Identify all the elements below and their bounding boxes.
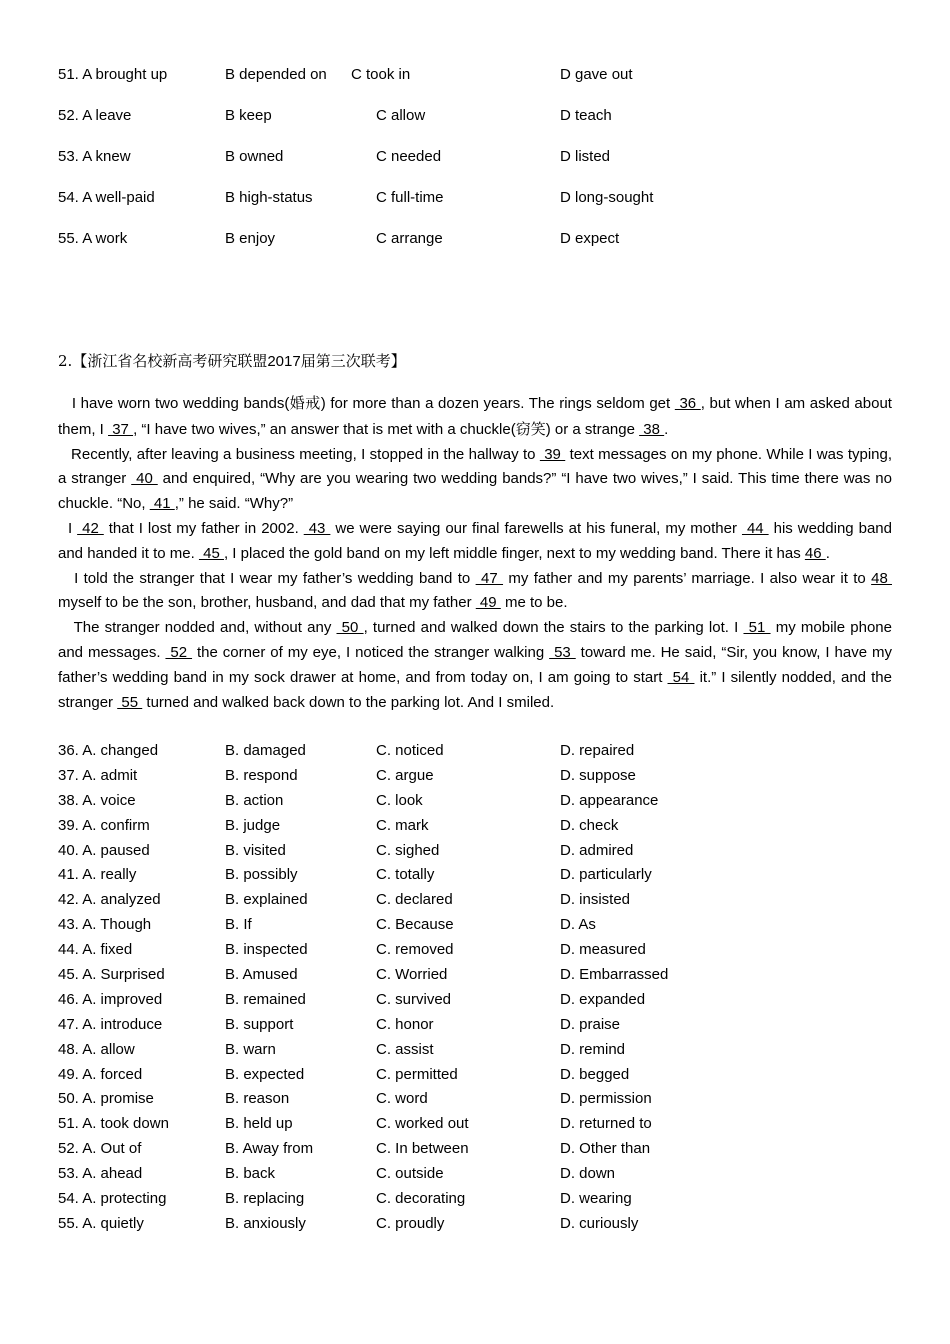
option-a: 49. A. forced — [58, 1065, 143, 1083]
option-d: D. Embarrassed — [560, 966, 669, 984]
option-a: 41. A. really — [58, 866, 137, 884]
blank-41: 41 — [149, 495, 175, 513]
option-a: 51. A. took down — [58, 1115, 169, 1133]
option-d: D. appearance — [560, 791, 659, 809]
blank-51: 51 — [743, 619, 771, 637]
option-d: D. begged — [560, 1065, 630, 1083]
option-a: 48. A. allow — [58, 1040, 135, 1058]
option-c: C. permitted — [376, 1065, 458, 1083]
option-c: C. Because — [376, 916, 454, 934]
option-a: 55. A work — [58, 230, 128, 247]
paragraph-2: Recently, after leaving a business meeting, I stopped in the hallway to 39 text messages on my phone. While I was typing, a stranger 40 and enquired, “Why are you wearing two wedding bands?” “I have two wives,” I said. This time there was no chuckle. “No, 41 ,” he said. “Why?” — [58, 445, 893, 513]
option-c: C. worked out — [376, 1115, 469, 1133]
option-b: B. expected — [225, 1065, 305, 1083]
option-b: B. inspected — [225, 941, 308, 959]
option-b: B owned — [225, 148, 284, 165]
option-b: B. back — [225, 1165, 276, 1183]
option-b: B. visited — [225, 841, 286, 859]
option-a: 44. A. fixed — [58, 941, 133, 959]
option-c: C. assist — [376, 1040, 434, 1058]
option-c: C. survived — [376, 990, 452, 1008]
option-c: C. word — [376, 1090, 428, 1108]
option-d: D long-sought — [560, 189, 654, 206]
option-a: 40. A. paused — [58, 841, 150, 859]
option-d: D listed — [560, 148, 611, 165]
blank-36: 36 — [674, 395, 701, 412]
blank-53: 53 — [549, 643, 576, 661]
option-b: B. damaged — [225, 742, 306, 759]
option-b: B. held up — [225, 1115, 293, 1133]
option-a: 53. A knew — [58, 148, 131, 165]
option-a: 42. A. analyzed — [58, 891, 161, 909]
option-a: 38. A. voice — [58, 791, 136, 809]
option-d: D. curiously — [560, 1214, 639, 1232]
option-c: C allow — [376, 107, 426, 124]
option-c: C full-time — [376, 189, 444, 206]
option-b: B. reason — [225, 1090, 290, 1108]
blank-48: 48 — [871, 569, 892, 587]
option-c: C. In between — [376, 1140, 469, 1158]
option-c: C. removed — [376, 941, 454, 959]
option-d: D. expanded — [560, 990, 646, 1008]
option-b: B. If — [225, 916, 252, 934]
option-a: 36. A. changed — [58, 742, 159, 759]
option-c: C. noticed — [376, 742, 444, 759]
option-b: B. remained — [225, 990, 306, 1008]
option-a: 37. A. admit — [58, 766, 138, 784]
option-b: B depended on — [225, 66, 327, 83]
blank-39: 39 — [539, 445, 566, 463]
option-a: 47. A. introduce — [58, 1015, 163, 1033]
option-b: B. possibly — [225, 866, 298, 884]
option-c: C. argue — [376, 766, 434, 784]
option-d: D. repaired — [560, 742, 635, 759]
option-c: C. honor — [376, 1015, 434, 1033]
option-c: C. outside — [376, 1165, 444, 1183]
option-b: B. Amused — [225, 966, 298, 984]
option-d: D. admired — [560, 841, 634, 859]
option-b: B. support — [225, 1015, 294, 1033]
option-d: D. suppose — [560, 766, 636, 784]
option-b: B high-status — [225, 189, 313, 206]
option-b: B. action — [225, 791, 284, 809]
option-c: C took in — [351, 66, 411, 83]
blank-43: 43 — [303, 519, 331, 537]
paragraph-4: I told the stranger that I wear my father’s wedding band to 47 my father and my parents’ marriage. I also wear it to 48 myself to be the son, brother, husband, and dad that my father 49 me to be. — [58, 569, 892, 612]
option-c: C. decorating — [376, 1190, 466, 1208]
option-b: B. warn — [225, 1040, 276, 1058]
option-d: D. Other than — [560, 1140, 651, 1158]
blank-38: 38 — [639, 420, 665, 438]
blank-40: 40 — [131, 470, 158, 488]
option-a: 43. A. Though — [58, 916, 152, 934]
blank-50: 50 — [336, 619, 364, 637]
option-b: B enjoy — [225, 230, 276, 247]
option-a: 53. A. ahead — [58, 1165, 143, 1183]
option-c: C arrange — [376, 230, 443, 247]
option-d: D teach — [560, 107, 612, 124]
option-b: B. anxiously — [225, 1214, 306, 1232]
option-b: B. respond — [225, 766, 298, 784]
blank-54: 54 — [667, 668, 695, 686]
option-d: D. wearing — [560, 1190, 632, 1208]
option-d: D. returned to — [560, 1115, 652, 1133]
blank-52: 52 — [165, 643, 193, 661]
section-heading: 2.【浙江省名校新高考研究联盟2017届第三次联考】 — [58, 352, 406, 370]
option-d: D. remind — [560, 1040, 626, 1058]
option-a: 54. A well-paid — [58, 189, 155, 206]
paragraph-3: I 42 that I lost my father in 2002. 43 we were saying our final farewells at his funeral, my mother 44 his wedding band and handed it to me. 45 , I placed the gold band on my left middle finger, next to my wedding band. There it has 46 . — [58, 519, 892, 562]
option-b: B. judge — [225, 816, 281, 834]
option-d: D. praise — [560, 1015, 621, 1033]
blank-46: 46 — [804, 544, 826, 562]
blank-55: 55 — [117, 693, 143, 711]
blank-49: 49 — [475, 594, 501, 612]
option-c: C. sighed — [376, 841, 440, 859]
option-d: D. insisted — [560, 891, 631, 909]
option-a: 50. A. promise — [58, 1090, 154, 1108]
blank-42: 42 — [77, 519, 104, 537]
option-c: C. declared — [376, 891, 453, 909]
option-d: D. particularly — [560, 866, 652, 884]
paragraph-1: I have worn two wedding bands(婚戒) for more than a dozen years. The rings seldom get 36 , but when I am asked about them, I 37 , “I have two wives,” an answer that is met with a chuckle(窃笑) or a strange 38 . — [58, 394, 892, 438]
paragraph-5: The stranger nodded and, without any 50 , turned and walked down the stairs to the parking lot. I 51 my mobile phone and messages. 52 the corner of my eye, I noticed the stranger walking 53 toward me. He said, “Sir, you know, I have my father’s wedding band in my sock drawer at home, and from today on, I am going to start 54 it.” I silently nodded, and the stranger 55 turned and walked back down to the parking lot. And I smiled. — [58, 619, 892, 711]
option-c: C. mark — [376, 816, 429, 834]
option-a: 54. A. protecting — [58, 1190, 167, 1208]
option-d: D expect — [560, 230, 620, 247]
cloze-passage — [58, 391, 892, 715]
option-d: D. check — [560, 816, 619, 834]
blank-44: 44 — [741, 519, 769, 537]
option-c: C. Worried — [376, 966, 448, 984]
option-c: C. proudly — [376, 1214, 445, 1232]
option-b: B keep — [225, 107, 272, 124]
option-a: 52. A leave — [58, 107, 132, 124]
option-a: 55. A. quietly — [58, 1214, 144, 1232]
option-c: C needed — [376, 148, 442, 165]
option-d: D. measured — [560, 941, 646, 959]
blank-37: 37 — [108, 420, 134, 438]
blank-47: 47 — [475, 569, 504, 587]
option-d: D. down — [560, 1165, 616, 1183]
blank-45: 45 — [198, 544, 224, 562]
option-d: D. permission — [560, 1090, 652, 1108]
option-c: C. totally — [376, 866, 435, 884]
option-a: 46. A. improved — [58, 990, 163, 1008]
option-d: D gave out — [560, 66, 633, 83]
option-a: 45. A. Surprised — [58, 966, 165, 984]
option-a: 51. A brought up — [58, 66, 168, 83]
option-a: 39. A. confirm — [58, 816, 150, 834]
option-d: D. As — [560, 916, 596, 934]
option-b: B. replacing — [225, 1190, 305, 1208]
option-b: B. explained — [225, 891, 308, 909]
option-c: C. look — [376, 791, 423, 809]
option-a: 52. A. Out of — [58, 1140, 142, 1158]
option-b: B. Away from — [225, 1140, 314, 1158]
